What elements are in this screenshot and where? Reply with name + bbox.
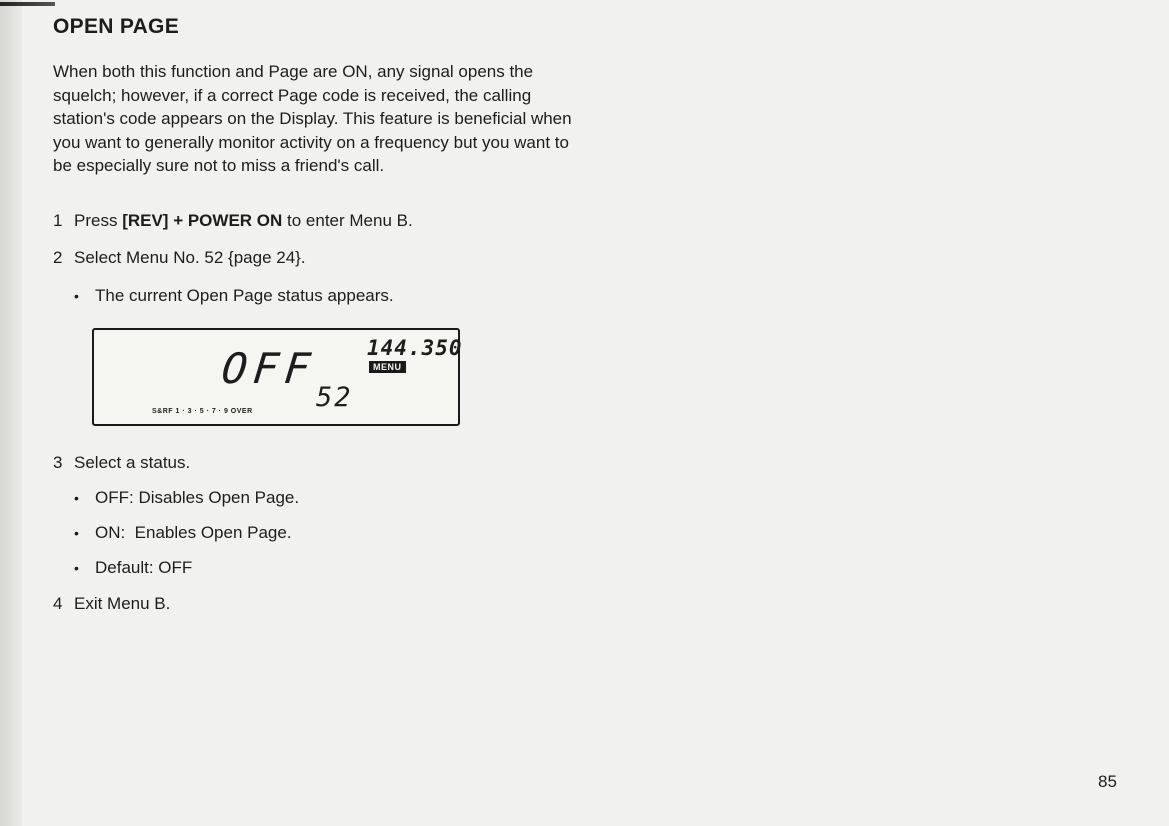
step-text: Select a status. [74,453,191,472]
step-text: Select Menu No. 52 {page 24}. [74,248,306,267]
lcd-menu-indicator: MENU [369,361,406,373]
bullet-dot: • [74,490,79,506]
step-2 [53,247,306,269]
step-text: Exit Menu B. [74,594,171,613]
step-number: 3 [53,453,63,472]
lcd-display [92,328,463,426]
step-3 [53,452,190,474]
bullet-default [74,557,192,579]
bullet-dot: • [74,560,79,576]
page-number: 85 [1098,772,1117,791]
page-gutter-shadow [0,0,22,826]
bullet-text: OFF: Disables Open Page. [95,488,300,507]
step-number: 1 [53,211,63,230]
step-text: Press [74,211,123,230]
bullet-dot: • [74,288,79,304]
bullet-text: ON: Enables Open Page. [95,523,292,542]
corner-mark [0,2,55,6]
step-number: 4 [53,594,63,613]
bullet-text: Default: OFF [95,558,193,577]
lcd-main-text: OFF [219,344,319,393]
bullet-status-appears [74,285,394,307]
bullet-dot: • [74,525,79,541]
bullet-text: The current Open Page status appears. [95,286,394,305]
step-4 [53,593,170,615]
page-heading: OPEN PAGE [53,15,180,38]
bullet-off [74,487,299,509]
lcd-signal-meter: S&RF 1 · 3 · 5 · 7 · 9 OVER [152,408,253,415]
intro-paragraph: When both this function and Page are ON, any signal opens the squelch; however, if a correct Page code is received, the calling station's code appears on the Display. This feature is beneficial when you want to generally monitor activity on a frequency but you want to be especially sure not to miss a friend's call. [53,62,572,176]
bullet-on [74,522,292,544]
step-number: 2 [53,248,63,267]
step-text: to enter Menu B. [282,211,413,230]
lcd-menu-number: 52 [316,382,353,413]
key-combination: [REV] + POWER ON [122,211,283,230]
step-1 [53,210,413,232]
lcd-frequency: 144.350 [367,336,463,360]
